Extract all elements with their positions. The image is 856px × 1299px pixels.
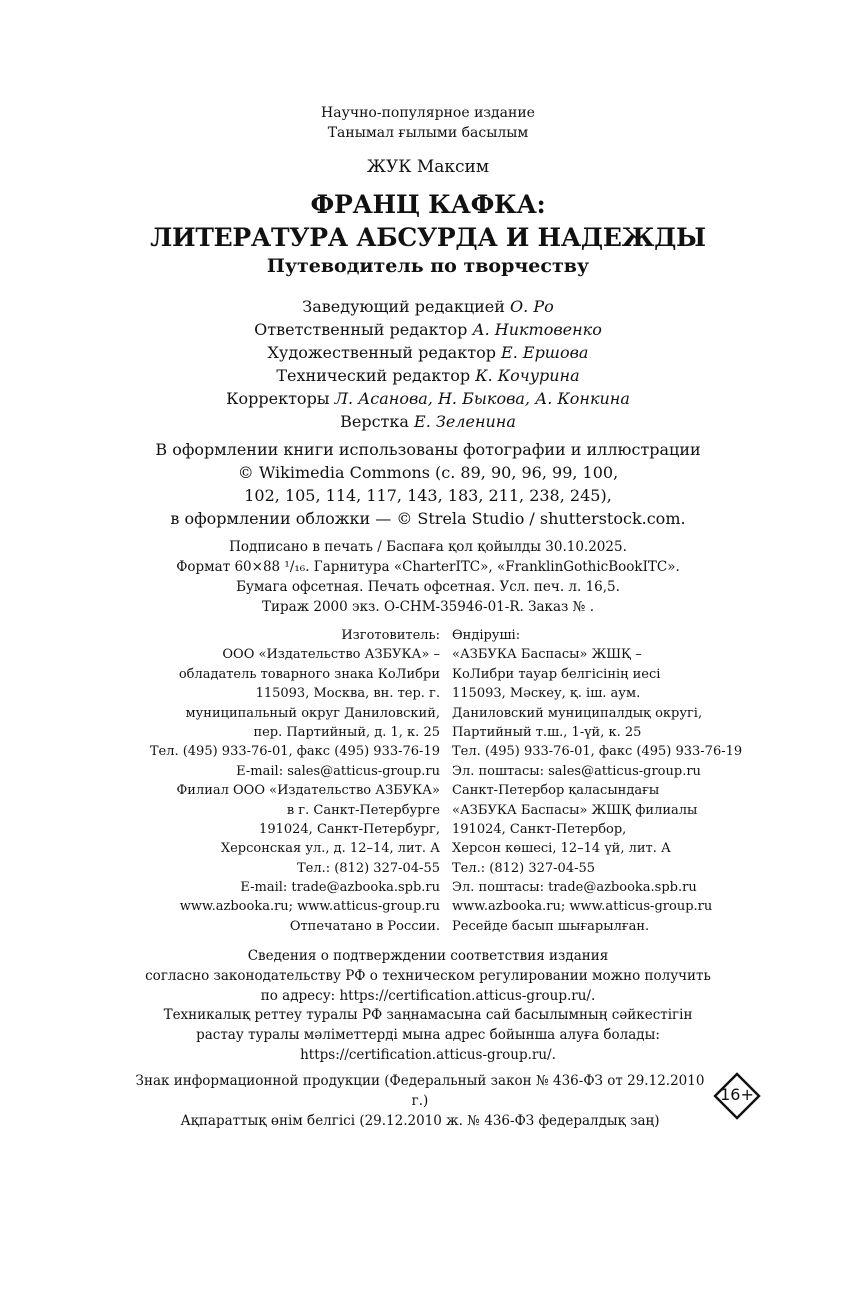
staff-line [0,387,856,410]
edition-type-ru: Научно-популярное издание [321,105,535,121]
manufacturer-ru-line: E-mail: sales@atticus-group.ru [236,763,440,779]
manufacturer-ru-line: E-mail: trade@azbooka.spb.ru [240,880,440,896]
title-line-1: ФРАНЦ КАФКА: [310,190,546,219]
manufacturer-kz-line: «АЗБУКА Баспасы» ЖШҚ филиалы [452,802,698,818]
editorial-staff [0,295,856,433]
age-notice [130,1071,710,1131]
staff-name: К. Кочурина [475,366,580,385]
staff-role: Технический редактор [276,366,471,385]
title-line-2: ЛИТЕРАТУРА АБСУРДА И НАДЕЖДЫ [150,223,706,252]
manufacturer-kz-line: Ресейде басып шығарылған. [452,918,650,934]
manufacturer-kz-line: Тел.: (812) 327-04-55 [452,860,596,876]
staff-name: О. Ро [510,297,554,316]
manufacturer-kz-line: 115093, Мәскеу, қ. іш. аум. [452,686,641,702]
staff-name: А. Никтовенко [472,320,602,339]
certification-ru-line: согласно законодательству РФ о техническом регулировании можно получить [145,968,711,984]
manufacturer-kz [452,626,782,936]
certification-kz-line: Техникалық реттеу туралы РФ заңнамасына сай басылымның сәйкестігін [163,1007,693,1023]
book-subtitle: Путеводитель по творчеству [266,255,590,277]
manufacturer-ru-line: Херсонская ул., д. 12–14, лит. А [220,841,440,857]
edition-type [0,103,856,143]
manufacturer-ru-line: Отпечатано в России. [289,918,440,934]
staff-name: Е. Ершова [501,343,589,362]
manufacturer-kz-line: Тел. (495) 933-76-01, факс (495) 933-76-19 [452,744,743,760]
author: ЖУК Максим [366,157,490,177]
staff-name: Л. Асанова, Н. Быкова, А. Конкина [334,389,630,408]
age-notice-ru: Знак информационной продукции (Федеральный закон № 436-ФЗ от 29.12.2010 г.) [135,1073,705,1109]
credits-line: © Wikimedia Commons (с. 89, 90, 96, 99, 100, [237,463,619,482]
staff-line [0,364,856,387]
manufacturer-kz-line: Өндіруші: [452,628,521,643]
manufacturer-kz-line: Эл. поштасы: trade@azbooka.spb.ru [452,880,697,896]
staff-name: Е. Зеленина [414,412,516,431]
credits-line: В оформлении книги использованы фотографии и иллюстрации [155,440,701,459]
print-info-line: Формат 60×88 ¹/₁₆. Гарнитура «CharterITC», «FranklinGothicBookITC». [176,559,680,575]
certification-ru-line: Сведения о подтверждении соответствия издания [247,948,609,964]
manufacturer-ru-line: www.azbooka.ru; www.atticus-group.ru [179,899,440,915]
manufacturer-ru [110,626,440,936]
age-rating-badge [713,1072,761,1120]
edition-type-kz: Танымал ғылыми басылым [327,125,529,141]
certification-kz-line: https://certification.atticus-group.ru/. [300,1047,556,1063]
staff-line [0,318,856,341]
manufacturer-kz-line: Херсон көшесі, 12–14 үй, лит. А [452,841,671,857]
staff-role: Заведующий редакцией [302,297,505,316]
certification-kz [0,1005,856,1065]
age-notice-kz: Ақпараттық өнім белгісі (29.12.2010 ж. № 436-ФЗ федералдық заң) [180,1113,660,1129]
staff-role: Художественный редактор [267,343,496,362]
staff-line [0,410,856,433]
manufacturer-ru-line: Изготовитель: [341,628,440,643]
manufacturer-ru-line: Филиал ООО «Издательство АЗБУКА» [176,783,440,799]
print-info-line: Бумага офсетная. Печать офсетная. Усл. печ. л. 16,5. [236,579,620,595]
manufacturer-kz-line: Санкт-Петербор қаласындағы [452,783,660,799]
manufacturer-kz-line: Эл. поштасы: sales@atticus-group.ru [452,763,701,779]
staff-role: Ответственный редактор [254,320,468,339]
print-info [0,537,856,617]
image-credits [0,438,856,530]
manufacturer-ru-line: в г. Санкт-Петербурге [286,802,440,818]
manufacturer-kz-line: www.azbooka.ru; www.atticus-group.ru [452,899,713,915]
manufacturer-kz-line: «АЗБУКА Баспасы» ЖШҚ – [452,647,642,663]
manufacturer-ru-line: Тел.: (812) 327-04-55 [296,860,440,876]
manufacturer-kz-line: Даниловский муниципалдық округі, [452,705,703,721]
manufacturer-ru-line: ООО «Издательство АЗБУКА» – [222,647,440,663]
print-info-line: Подписано в печать / Баспаға қол қойылды 30.10.2025. [229,539,627,555]
credits-line: 102, 105, 114, 117, 143, 183, 211, 238, 245), [244,486,612,505]
manufacturer-ru-line: 191024, Санкт-Петербург, [259,821,440,837]
staff-role: Верстка [340,412,409,431]
book-title [0,188,856,254]
manufacturer-ru-line: пер. Партийный, д. 1, к. 25 [253,724,440,740]
manufacturer-ru-line: Тел. (495) 933-76-01, факс (495) 933-76-19 [149,744,440,760]
staff-role: Корректоры [226,389,330,408]
staff-line [0,295,856,318]
manufacturer-ru-line: обладатель товарного знака КоЛибри [178,666,440,682]
manufacturer-ru-line: муниципальный округ Даниловский, [185,705,440,721]
manufacturer-kz-line: Партийный т.ш., 1-үй, к. 25 [452,724,642,740]
credits-line: в оформлении обложки — © Strela Studio / shutterstock.com. [170,509,686,528]
age-rating-text: 16+ [720,1085,754,1104]
manufacturer-kz-line: КоЛибри тауар белгісінің иесі [452,666,661,682]
certification-ru-line: по адресу: https://certification.atticus-group.ru/. [260,988,596,1004]
certification-kz-line: растау туралы мәліметтерді мына адрес бойынша алуға болады: [196,1027,660,1043]
certification-ru [0,946,856,1006]
manufacturer-ru-line: 115093, Москва, вн. тер. г. [255,686,440,702]
print-info-line: Тираж 2000 экз. О-СНМ-35946-01-R. Заказ № . [261,599,595,615]
manufacturer-kz-line: 191024, Санкт-Петербор, [452,821,627,837]
staff-line [0,341,856,364]
